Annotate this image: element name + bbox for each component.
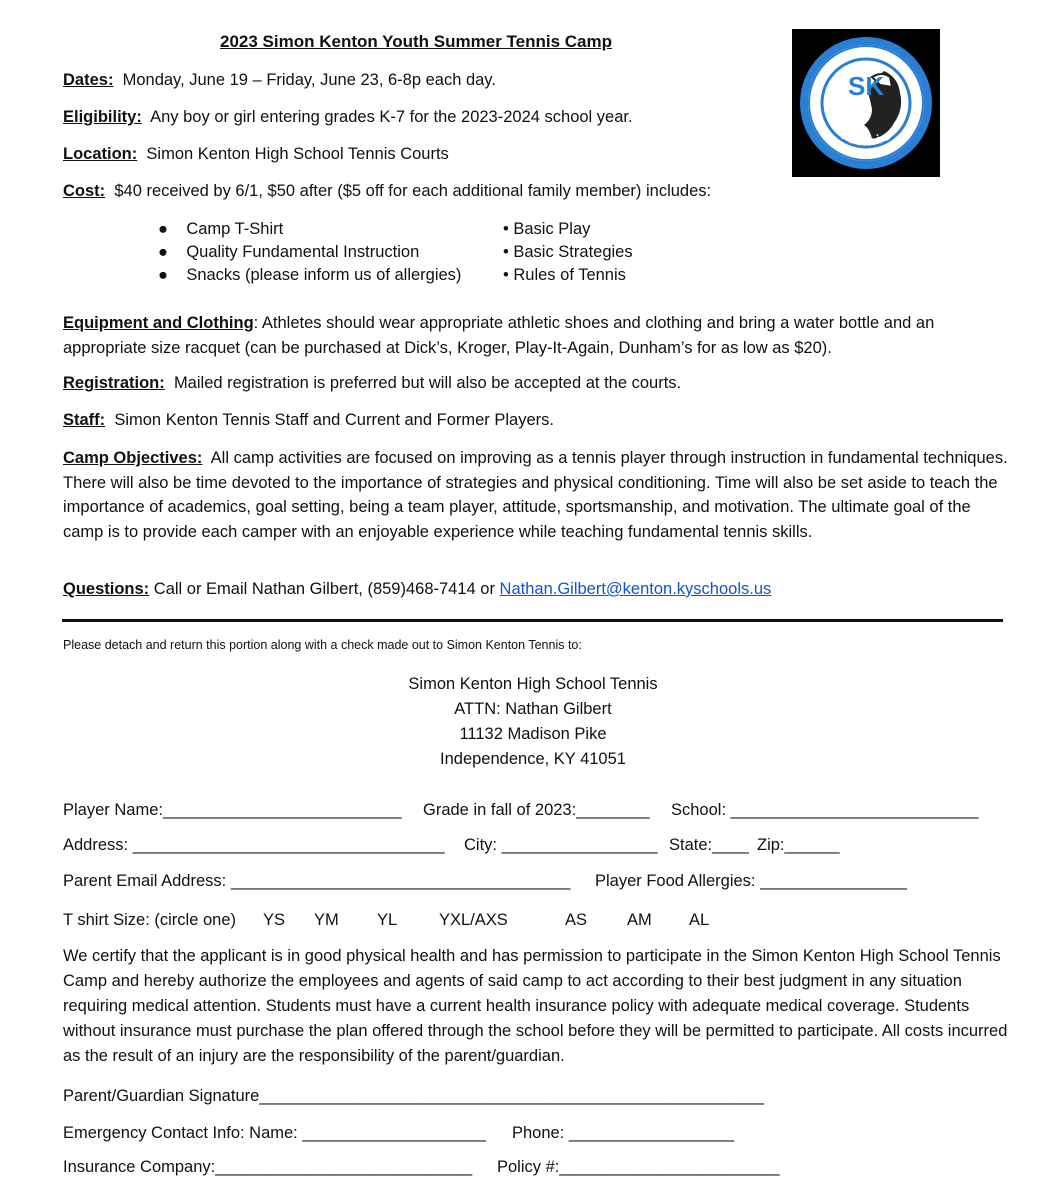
eligibility-line: [63, 107, 633, 127]
questions-value: Call or Email Nathan Gilbert, (859)468-7414 or: [153, 580, 495, 598]
includes-left-item: ● Snacks (please inform us of allergies): [158, 266, 462, 284]
logo-monogram: SK: [848, 71, 885, 101]
includes-left-text: Quality Fundamental Instruction: [186, 243, 420, 261]
equipment-paragraph: [63, 311, 1008, 360]
includes-left-item: ● Quality Fundamental Instruction: [158, 243, 420, 261]
objectives-value: All camp activities are focused on improving as a tennis player through instruction in fundamental techniques. There will also be time devoted to the importance of strategies and physical conditioning. Time will also be set aside to teach the importance of academics, goal setting, being a team player, attitude, sportsmanship, and motivation. The ultimate goal of the camp is to provide each camper with an enjoyable experience while teaching fundamental tennis skills.: [63, 449, 1008, 541]
registration-line: [63, 373, 681, 393]
address-line: Simon Kenton High School Tennis: [408, 675, 658, 693]
logo-text-bottom: Tennis: [836, 126, 896, 149]
staff-label: Staff:: [63, 411, 106, 429]
includes-right-item: • Rules of Tennis: [503, 266, 626, 284]
objectives-label: Camp Objectives:: [63, 449, 203, 467]
parent-email-field[interactable]: Parent Email Address: _____________________________________: [63, 872, 571, 890]
location-value: Simon Kenton High School Tennis Courts: [146, 145, 449, 163]
objectives-paragraph: [63, 446, 1008, 544]
pioneer-tennis-logo: [792, 29, 940, 177]
dates-label: Dates:: [63, 71, 114, 89]
cost-value: $40 received by 6/1, $50 after ($5 off for each additional family member) includes:: [114, 182, 712, 200]
equipment-label: Equipment and Clothing: [63, 314, 254, 332]
policy-field[interactable]: Policy #:________________________: [497, 1158, 780, 1176]
cost-label: Cost:: [63, 182, 106, 200]
address-line: 11132 Madison Pike: [459, 725, 607, 743]
logo-text-top: Pioneer: [817, 44, 893, 81]
page-title: 2023 Simon Kenton Youth Summer Tennis Camp: [220, 32, 613, 51]
tshirt-size-option[interactable]: AM: [627, 911, 652, 929]
questions-label: Questions:: [63, 580, 150, 598]
tshirt-size-option[interactable]: YL: [377, 911, 398, 929]
player-name-field[interactable]: Player Name:__________________________: [63, 801, 402, 819]
emergency-phone-field[interactable]: Phone: __________________: [512, 1124, 735, 1142]
certification-paragraph: We certify that the applicant is in good physical health and has permission to participate in the Simon Kenton High School Tennis Camp and hereby authorize the employees and agents of said camp to act according to their best judgment in any situation requiring medical attention. Students must have a current health insurance policy with adequate medical coverage. Students without insurance must purchase the plan offered through the school before they will be permitted to participate. All costs incurred as the result of an injury are the responsibility of the parent/guardian.: [63, 947, 1008, 1065]
staff-line: [63, 410, 554, 430]
includes-left-text: Snacks (please inform us of allergies): [186, 266, 462, 284]
zip-field[interactable]: Zip:______: [757, 836, 840, 854]
city-field[interactable]: City: _________________: [464, 836, 658, 854]
contact-email-link[interactable]: Nathan.Gilbert@kenton.kyschools.us: [499, 580, 772, 598]
dates-value: Monday, June 19 – Friday, June 23, 6-8p each day.: [122, 71, 496, 89]
registration-label: Registration:: [63, 374, 165, 392]
logo-emblem-icon: [792, 29, 940, 177]
detach-instruction: Please detach and return this portion along with a check made out to Simon Kenton Tennis to:: [63, 638, 582, 652]
includes-right-text: Basic Strategies: [513, 243, 633, 261]
insurance-field[interactable]: Insurance Company:____________________________: [63, 1158, 473, 1176]
tshirt-size-option[interactable]: YXL/AXS: [439, 911, 508, 929]
detach-divider: [62, 619, 1003, 622]
food-allergies-field[interactable]: Player Food Allergies: ________________: [595, 872, 907, 890]
registration-value: Mailed registration is preferred but will also be accepted at the courts.: [173, 374, 682, 392]
school-field[interactable]: School: ___________________________: [671, 801, 979, 819]
includes-right-text: Basic Play: [513, 220, 591, 238]
dates-line: [63, 70, 496, 90]
includes-left-text: Camp T-Shirt: [186, 220, 284, 238]
emergency-name-field[interactable]: Emergency Contact Info: Name: ____________________: [63, 1124, 486, 1142]
address-line: Independence, KY 41051: [440, 750, 626, 768]
address-line: ATTN: Nathan Gilbert: [454, 700, 612, 718]
staff-value: Simon Kenton Tennis Staff and Current and Former Players.: [114, 411, 554, 429]
eligibility-label: Eligibility:: [63, 108, 142, 126]
tshirt-label: T shirt Size: (circle one): [63, 911, 236, 929]
signature-field[interactable]: Parent/Guardian Signature_______________________________________________________: [63, 1087, 765, 1105]
state-field[interactable]: State:____: [669, 836, 749, 854]
includes-right-item: • Basic Strategies: [503, 243, 633, 261]
tshirt-size-option[interactable]: AS: [565, 911, 588, 929]
cost-line: [63, 181, 711, 201]
tshirt-size-option[interactable]: YS: [263, 911, 286, 929]
includes-left-item: ● Camp T-Shirt: [158, 220, 284, 238]
includes-right-item: • Basic Play: [503, 220, 591, 238]
tshirt-size-option[interactable]: YM: [314, 911, 339, 929]
location-label: Location:: [63, 145, 138, 163]
includes-right-text: Rules of Tennis: [513, 266, 626, 284]
grade-field[interactable]: Grade in fall of 2023:________: [423, 801, 650, 819]
location-line: [63, 144, 449, 164]
questions-line: [63, 579, 771, 599]
equipment-value: : Athletes should wear appropriate athletic shoes and clothing and bring a water bottle and an appropriate size racquet (can be purchased at Dick’s, Kroger, Play-It-Again, Dunham’s for as low as $20).: [63, 314, 935, 357]
tshirt-size-option[interactable]: AL: [689, 911, 710, 929]
eligibility-value: Any boy or girl entering grades K-7 for the 2023-2024 school year.: [150, 108, 633, 126]
address-field[interactable]: Address: __________________________________: [63, 836, 445, 854]
